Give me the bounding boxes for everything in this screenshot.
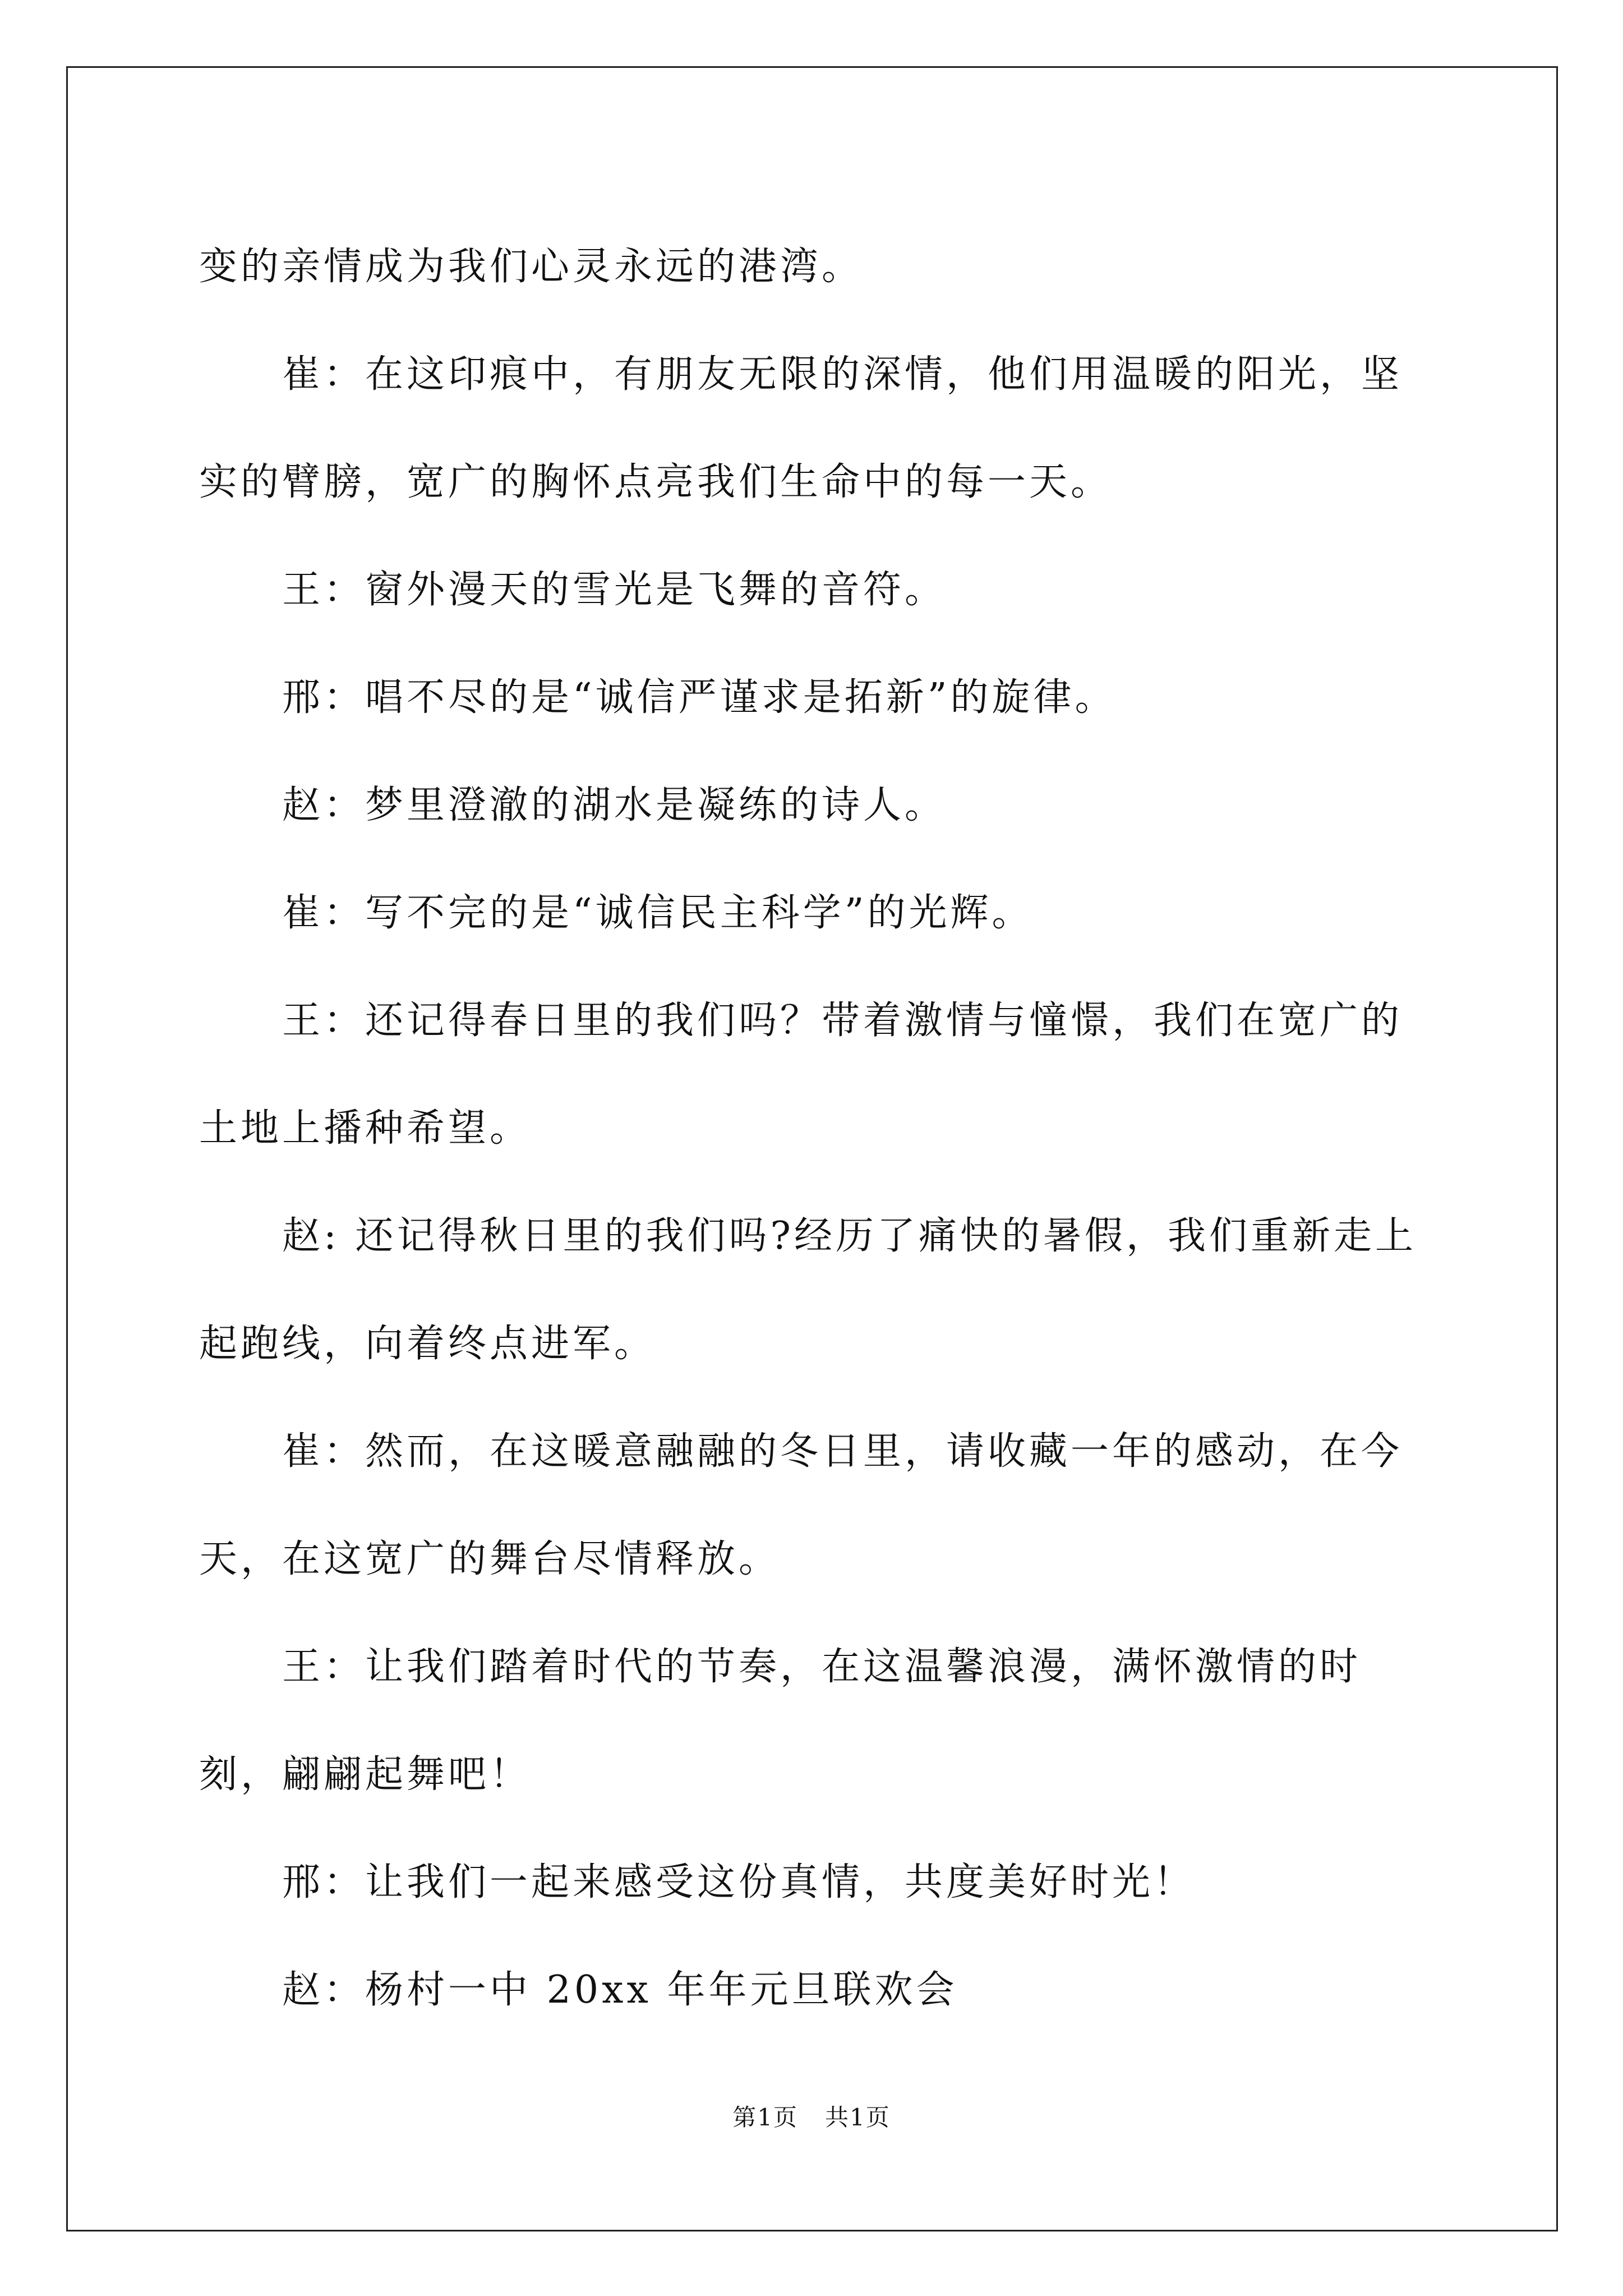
paragraph: 王：让我们踏着时代的节奏，在这温馨浪漫，满怀激情的时刻，翩翩起舞吧！ [199, 1645, 1362, 1797]
page-number-current: 第1页 [732, 2104, 798, 2131]
paragraph: 邢：让我们一起来感受这份真情，共度美好时光！ [282, 1860, 1196, 1904]
paragraph: 王：窗外漫天的雪光是飞舞的音符。 [282, 568, 947, 612]
paragraph: 崔：写不完的是“诚信民主科学”的光辉。 [282, 891, 1034, 935]
paragraph: 赵: 还记得秋日里的我们吗?经历了痛快的暑假，我们重新走上起跑线，向着终点进军。 [199, 1214, 1417, 1366]
paragraph: 邢：唱不尽的是“诚信严谨求是拓新”的旋律。 [282, 675, 1117, 720]
page-footer [0, 2099, 1623, 2133]
page-number-total: 共1页 [825, 2104, 891, 2131]
paragraph: 赵：梦里澄澈的湖水是凝练的诗人。 [282, 783, 947, 827]
paragraph: 王：还记得春日里的我们吗？带着激情与憧憬，我们在宽广的土地上播种希望。 [199, 999, 1403, 1151]
document-body [199, 213, 1441, 2044]
paragraph: 变的亲情成为我们心灵永远的港湾。 [199, 245, 864, 289]
paragraph: 崔：然而，在这暖意融融的冬日里，请收藏一年的感动，在今天，在这宽广的舞台尽情释放。 [199, 1429, 1403, 1581]
paragraph: 崔：在这印痕中，有朋友无限的深情，他们用温暖的阳光，坚实的臂膀，宽广的胸怀点亮我们生命中的每一天。 [199, 352, 1403, 504]
paragraph: 赵：杨村一中 20xx 年年元旦联欢会 [282, 1968, 958, 2012]
